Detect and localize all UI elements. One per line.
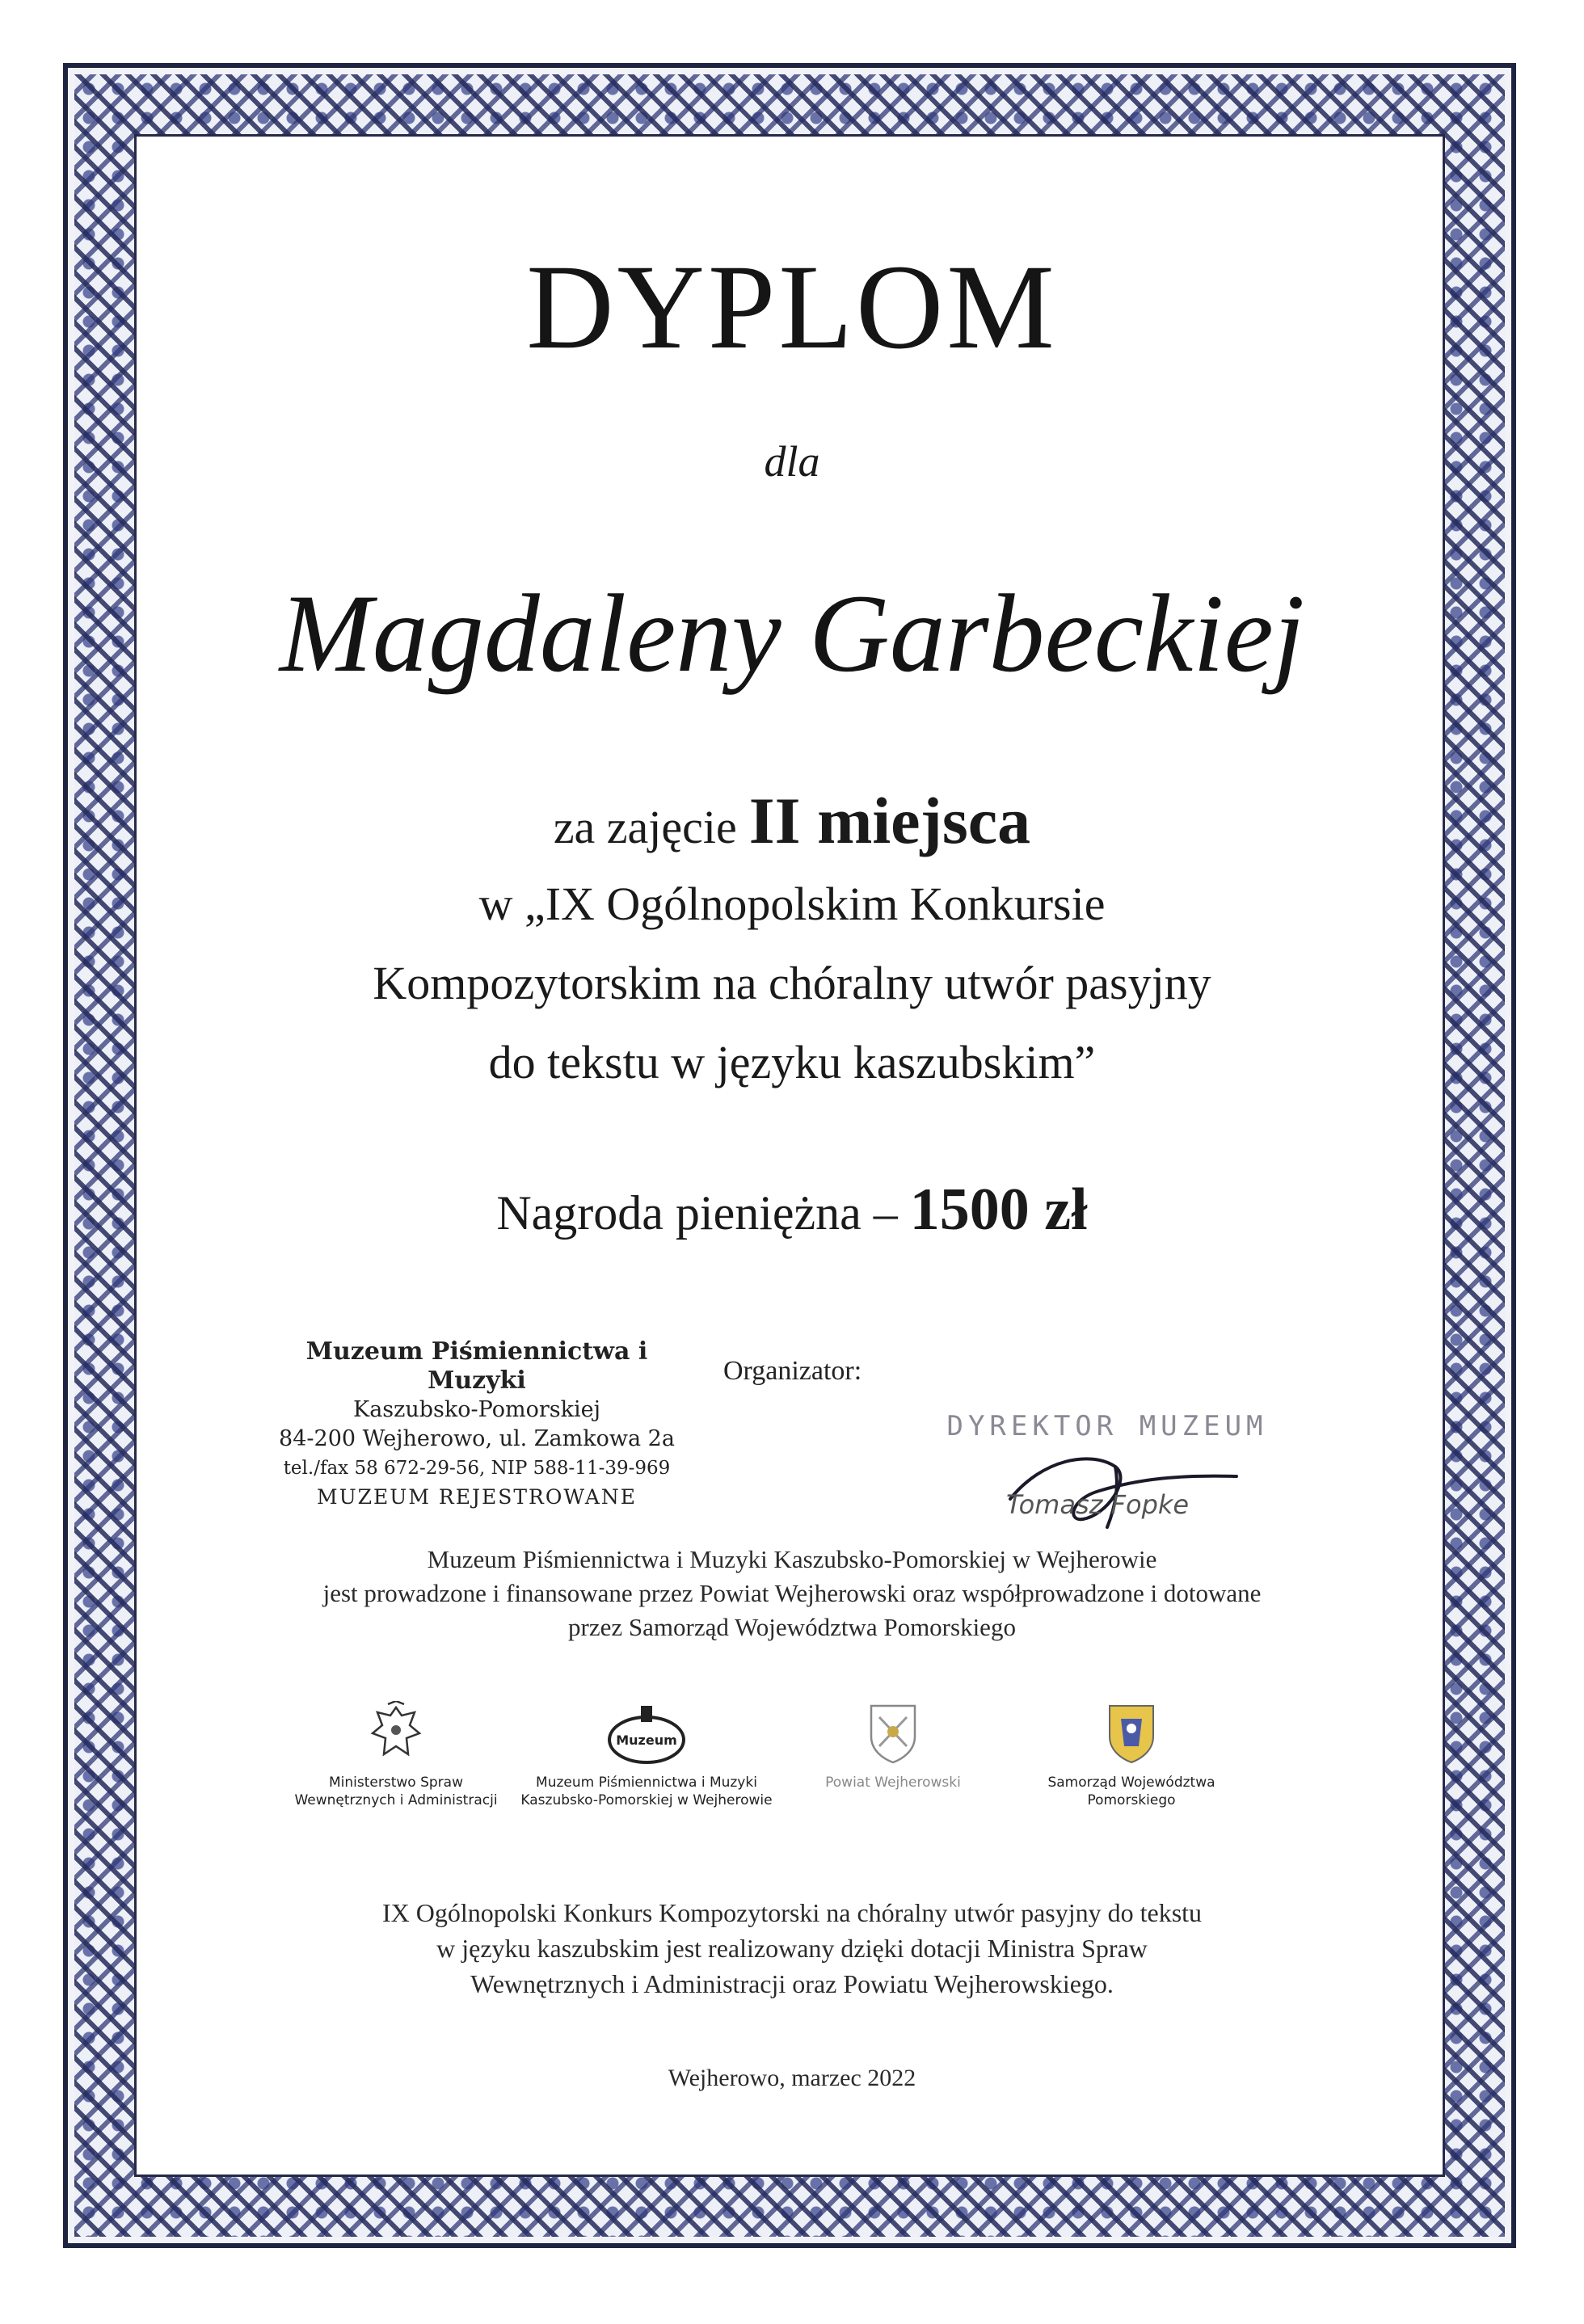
ministry-caption-2: Wewnętrznych i Administracji <box>294 1792 498 1808</box>
museum-stamp <box>259 1337 695 1512</box>
museum-caption-1: Muzeum Piśmiennictwa i Muzyki <box>536 1775 757 1791</box>
stamp-line-4: tel./fax 58 672-29-56, NIP 588-11-39-969 <box>283 1458 671 1479</box>
museum-logo-text: Muzeum <box>616 1732 677 1748</box>
county-caption: Powiat Wejherowski <box>825 1775 961 1791</box>
director-stamp: DYREKTOR MUZEUM <box>946 1410 1268 1442</box>
diploma-title: DYPLOM <box>526 240 1058 374</box>
recipient-name: Magdaleny Garbeckiej <box>279 571 1305 695</box>
ministry-logo <box>275 1701 517 1809</box>
stamp-line-2: Kaszubsko-Pomorskiej <box>353 1397 600 1422</box>
issue-date: Wejherowo, marzec 2022 <box>668 2065 916 2091</box>
museum-info-line-3: przez Samorząd Województwa Pomorskiego <box>568 1613 1016 1641</box>
prize-line <box>0 1177 1584 1243</box>
for-word: dla <box>764 437 820 486</box>
funding-line-2: w języku kaszubskim jest realizowany dzięki dotacji Ministra Spraw <box>436 1934 1148 1963</box>
description-line-3: do tekstu w języku kaszubskim” <box>488 1036 1096 1088</box>
stamp-line-5: MUZEUM REJESTROWANE <box>317 1485 637 1509</box>
museum-caption-2: Kaszubsko-Pomorskiej w Wejherowie <box>520 1792 773 1808</box>
funding-line-3: Wewnętrznych i Administracji oraz Powiatu Wejherowskiego. <box>470 1969 1114 1998</box>
museum-info-line-1: Muzeum Piśmiennictwa i Muzyki Kaszubsko-Pomorskiej w Wejherowie <box>427 1545 1157 1573</box>
ministry-caption-1: Ministerstwo Spraw <box>329 1775 463 1791</box>
funding-line-1: IX Ogólnopolski Konkurs Kompozytorski na chóralny utwór pasyjny do tekstu <box>381 1898 1203 1927</box>
museum-logo-icon <box>602 1701 691 1766</box>
organizer-label: Organizator: <box>723 1356 862 1386</box>
description-line-2: Kompozytorskim na chóralny utwór pasyjny <box>373 957 1211 1009</box>
stamp-line-1: Muzeum Piśmiennictwa i Muzyki <box>305 1337 648 1395</box>
prize-label: Nagroda pieniężna – <box>496 1186 898 1240</box>
stamp-line-3: 84-200 Wejherowo, ul. Zamkowa 2a <box>279 1426 675 1451</box>
county-crest-icon <box>865 1701 921 1766</box>
county-logo <box>800 1701 986 1791</box>
voivodeship-caption-1: Samorząd Województwa <box>1047 1775 1215 1791</box>
signer-name: Tomasz Fopke <box>1006 1489 1190 1520</box>
voivodeship-caption-2: Pomorskiego <box>1087 1792 1176 1808</box>
prize-amount: 1500 zł <box>909 1177 1088 1243</box>
museum-info-line-2: jest prowadzone i finansowane przez Powiat Wejherowski oraz współprowadzone i dotowane <box>322 1579 1262 1607</box>
eagle-emblem-icon <box>368 1701 424 1766</box>
place-line <box>0 784 1584 857</box>
description-line-1: w „IX Ogólnopolskim Konkursie <box>478 878 1106 930</box>
place-value: II miejsca <box>748 784 1031 857</box>
voivodeship-logo <box>1010 1701 1253 1809</box>
museum-logo <box>509 1701 784 1809</box>
voivodeship-crest-icon <box>1103 1701 1160 1766</box>
place-prefix: za zajęcie <box>553 801 737 853</box>
